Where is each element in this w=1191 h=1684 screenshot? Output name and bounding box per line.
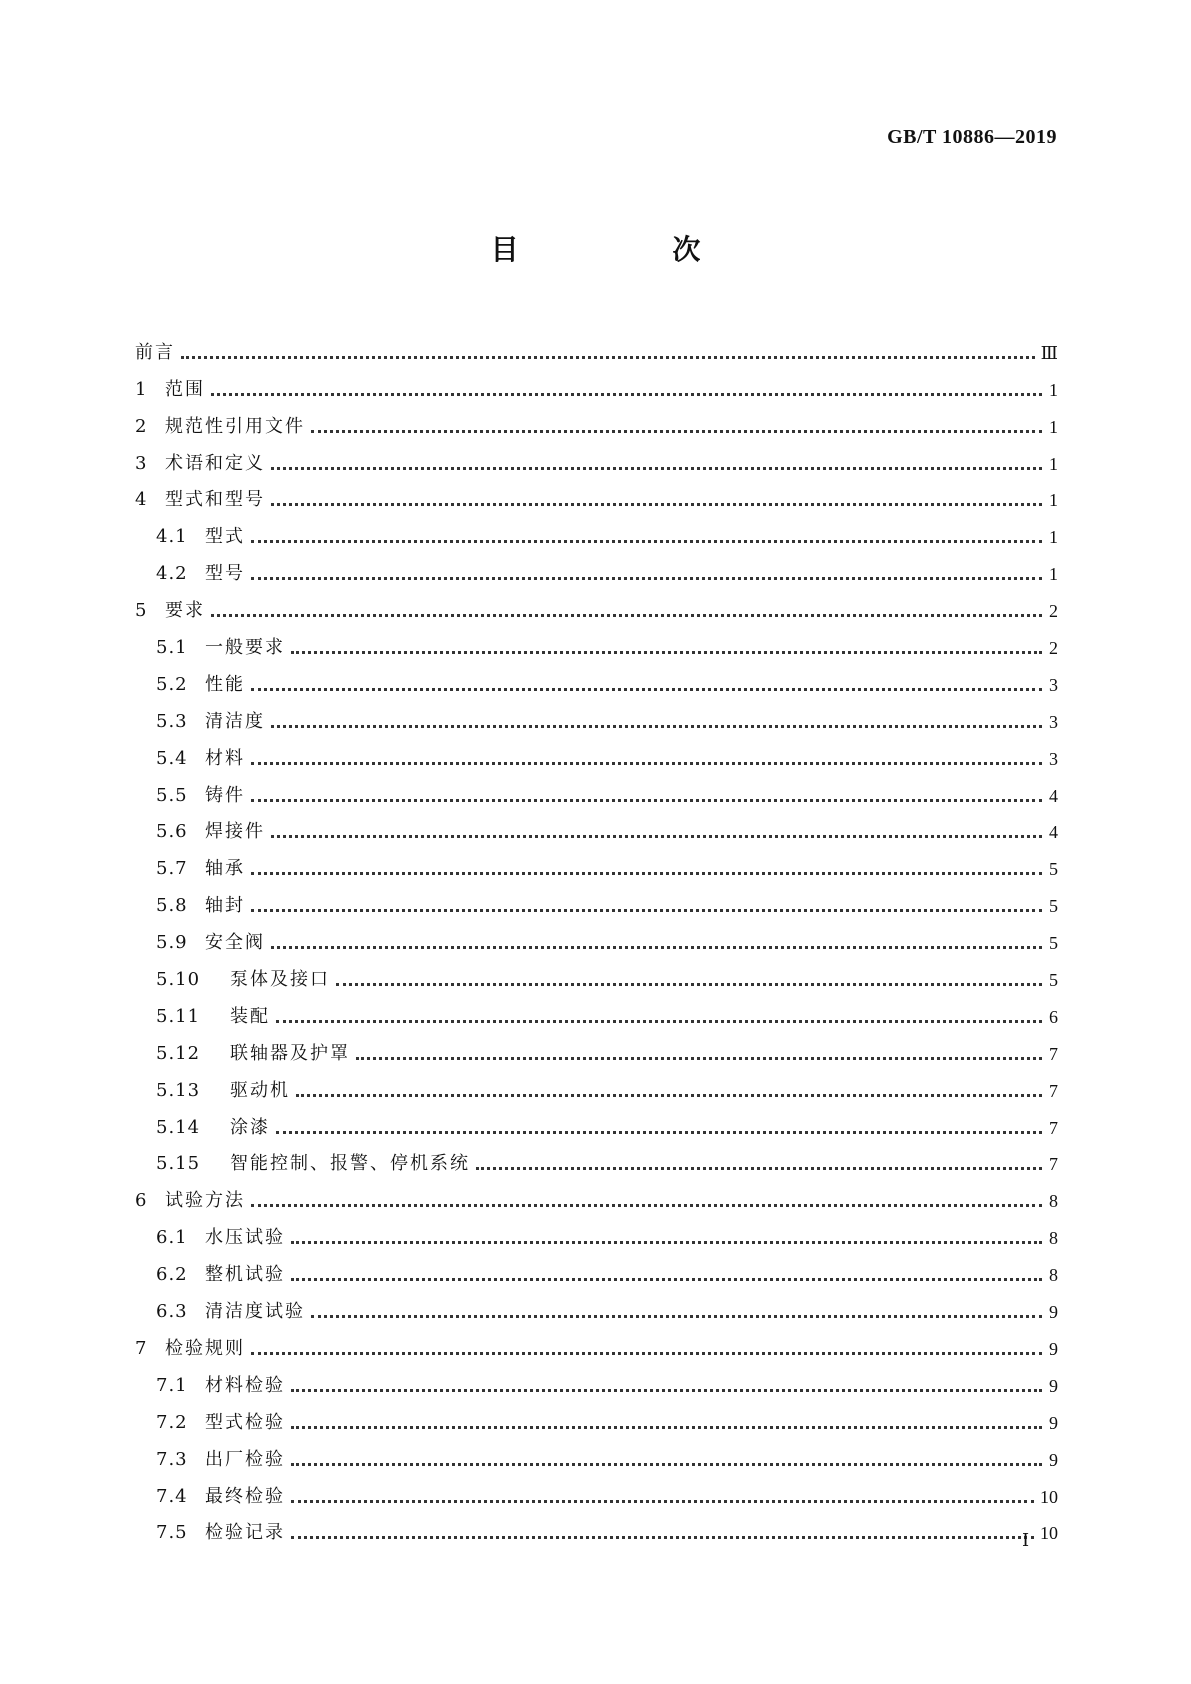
dot-leader <box>181 356 1035 359</box>
toc-entry-label: 驱动机 <box>230 1079 290 1101</box>
toc-entry[interactable] <box>135 585 1058 622</box>
toc-entry-page: 4 <box>1049 785 1058 806</box>
toc-entry-label: 性能 <box>205 673 245 695</box>
dot-leader <box>291 651 1042 654</box>
dot-leader <box>251 577 1042 580</box>
toc-entry-number: 5.6 <box>156 821 188 843</box>
dot-leader <box>251 872 1042 875</box>
toc-entry-page: 9 <box>1049 1338 1058 1359</box>
toc-entry[interactable] <box>135 880 1058 917</box>
dot-leader <box>291 1500 1034 1503</box>
toc-entry-page: 4 <box>1049 822 1058 843</box>
toc-entry[interactable] <box>135 1508 1058 1545</box>
toc-entry[interactable] <box>135 954 1058 991</box>
toc-entry-label: 涂漆 <box>230 1116 270 1138</box>
toc-entry[interactable] <box>135 1286 1058 1323</box>
toc-entry-label: 水压试验 <box>205 1227 285 1249</box>
dot-leader <box>476 1167 1042 1170</box>
dot-leader <box>276 1131 1042 1134</box>
toc-entry-label: 术语和定义 <box>165 452 265 474</box>
dot-leader <box>311 1315 1042 1318</box>
toc-entry-label: 型式检验 <box>205 1411 285 1433</box>
toc-entry-page: 1 <box>1049 490 1058 511</box>
toc-entry-label: 检验记录 <box>205 1522 285 1544</box>
toc-entry-number: 7.4 <box>156 1485 188 1507</box>
toc-entry-page: 1 <box>1049 527 1058 548</box>
toc-entry[interactable] <box>135 991 1058 1028</box>
dot-leader <box>211 393 1042 396</box>
toc-entry-number: 5.11 <box>156 1005 201 1027</box>
toc-entry-label: 前言 <box>135 341 175 363</box>
dot-leader <box>271 946 1042 949</box>
toc-entry-page: 6 <box>1049 1006 1058 1027</box>
dot-leader <box>251 1204 1042 1207</box>
table-of-contents <box>135 327 1058 1544</box>
toc-entry-label: 型式 <box>205 526 245 548</box>
dot-leader <box>271 503 1042 506</box>
toc-entry-page: 9 <box>1049 1449 1058 1470</box>
toc-entry[interactable] <box>135 1139 1058 1176</box>
toc-entry-number: 5.3 <box>156 710 188 732</box>
toc-entry-label: 试验方法 <box>165 1190 245 1212</box>
toc-entry-page: 5 <box>1049 859 1058 880</box>
toc-entry-number: 1 <box>135 378 148 400</box>
toc-entry-page: 7 <box>1049 1080 1058 1101</box>
dot-leader <box>276 1020 1042 1023</box>
toc-entry-page: 1 <box>1049 564 1058 585</box>
toc-entry-page: 5 <box>1049 933 1058 954</box>
toc-entry-number: 6.3 <box>156 1301 188 1323</box>
toc-entry[interactable] <box>135 659 1058 696</box>
dot-leader <box>271 467 1042 470</box>
toc-entry[interactable] <box>135 917 1058 954</box>
dot-leader <box>291 1426 1042 1429</box>
toc-entry-label: 联轴器及护罩 <box>230 1042 350 1064</box>
toc-entry[interactable] <box>135 364 1058 401</box>
toc-entry[interactable] <box>135 843 1058 880</box>
standard-code: GB/T 10886—2019 <box>887 126 1057 148</box>
toc-entry-label: 型号 <box>205 563 245 585</box>
toc-entry-label: 安全阀 <box>205 932 265 954</box>
dot-leader <box>271 835 1042 838</box>
toc-entry[interactable] <box>135 1102 1058 1139</box>
dot-leader <box>271 725 1042 728</box>
toc-entry[interactable] <box>135 770 1058 807</box>
toc-entry-page: 10 <box>1040 1523 1058 1544</box>
toc-entry[interactable] <box>135 1360 1058 1397</box>
toc-entry[interactable] <box>135 1249 1058 1286</box>
toc-entry[interactable] <box>135 696 1058 733</box>
toc-entry-label: 型式和型号 <box>165 489 265 511</box>
toc-entry-page: 9 <box>1049 1302 1058 1323</box>
dot-leader <box>251 762 1042 765</box>
toc-entry-page: 7 <box>1049 1043 1058 1064</box>
toc-entry-page: 2 <box>1049 601 1058 622</box>
toc-entry[interactable] <box>135 327 1058 364</box>
toc-entry-number: 4.1 <box>156 526 188 548</box>
toc-entry-page: 3 <box>1049 674 1058 695</box>
toc-entry[interactable] <box>135 733 1058 770</box>
toc-entry[interactable] <box>135 1434 1058 1471</box>
toc-entry-label: 规范性引用文件 <box>165 415 305 437</box>
dot-leader <box>251 540 1042 543</box>
toc-entry-number: 5.1 <box>156 637 188 659</box>
dot-leader <box>251 688 1042 691</box>
toc-entry-page: 1 <box>1049 379 1058 400</box>
toc-entry[interactable] <box>135 1065 1058 1102</box>
toc-entry-page: 1 <box>1049 453 1058 474</box>
toc-entry[interactable] <box>135 1471 1058 1508</box>
dot-leader <box>211 614 1042 617</box>
toc-entry-page: 10 <box>1040 1486 1058 1507</box>
toc-entry-page: 8 <box>1049 1228 1058 1249</box>
toc-entry-number: 5.4 <box>156 747 188 769</box>
toc-entry-number: 5.9 <box>156 932 188 954</box>
toc-entry-page: 7 <box>1049 1154 1058 1175</box>
toc-entry[interactable] <box>135 622 1058 659</box>
toc-entry-number: 5.8 <box>156 895 188 917</box>
toc-entry-number: 2 <box>135 415 148 437</box>
dot-leader <box>296 1094 1042 1097</box>
toc-entry-label: 轴封 <box>205 895 245 917</box>
toc-entry-number: 6.1 <box>156 1227 188 1249</box>
toc-entry-page: 8 <box>1049 1191 1058 1212</box>
toc-entry-number: 7.5 <box>156 1522 188 1544</box>
toc-entry[interactable] <box>135 401 1058 438</box>
dot-leader <box>251 799 1042 802</box>
page-title: 目 次 <box>490 233 773 266</box>
toc-entry-label: 泵体及接口 <box>230 969 330 991</box>
toc-entry-number: 7.1 <box>156 1374 188 1396</box>
toc-entry[interactable] <box>135 1028 1058 1065</box>
toc-entry-page: 7 <box>1049 1117 1058 1138</box>
toc-entry-label: 材料检验 <box>205 1374 285 1396</box>
toc-entry[interactable] <box>135 548 1058 585</box>
toc-entry-number: 5 <box>135 600 148 622</box>
dot-leader <box>291 1536 1034 1539</box>
toc-entry-page: 3 <box>1049 748 1058 769</box>
dot-leader <box>291 1389 1042 1392</box>
toc-entry-number: 5.14 <box>156 1116 201 1138</box>
toc-entry-number: 5.7 <box>156 858 188 880</box>
toc-entry-page: 1 <box>1049 416 1058 437</box>
toc-entry-number: 5.5 <box>156 784 188 806</box>
dot-leader <box>251 909 1042 912</box>
toc-entry-number: 7.2 <box>156 1411 188 1433</box>
toc-entry-label: 清洁度试验 <box>205 1301 305 1323</box>
toc-entry-label: 材料 <box>205 747 245 769</box>
toc-entry-number: 5.13 <box>156 1079 201 1101</box>
toc-entry-page: 9 <box>1049 1412 1058 1433</box>
toc-entry[interactable] <box>135 438 1058 475</box>
page-number: Ⅰ <box>1022 1530 1030 1550</box>
toc-entry-label: 整机试验 <box>205 1264 285 1286</box>
toc-entry-label: 轴承 <box>205 858 245 880</box>
toc-entry-number: 5.15 <box>156 1153 201 1175</box>
toc-entry-label: 智能控制、报警、停机系统 <box>230 1153 470 1175</box>
dot-leader <box>291 1278 1042 1281</box>
toc-entry[interactable] <box>135 475 1058 512</box>
toc-entry-page: 9 <box>1049 1375 1058 1396</box>
toc-entry-number: 5.10 <box>156 969 201 991</box>
toc-entry-page: 8 <box>1049 1265 1058 1286</box>
toc-entry-number: 6.2 <box>156 1264 188 1286</box>
toc-entry-page: 3 <box>1049 711 1058 732</box>
toc-entry-label: 出厂检验 <box>205 1448 285 1470</box>
dot-leader <box>291 1241 1042 1244</box>
toc-entry[interactable] <box>135 807 1058 844</box>
toc-entry[interactable] <box>135 1212 1058 1249</box>
toc-entry-number: 5.12 <box>156 1042 201 1064</box>
toc-entry-number: 5.2 <box>156 673 188 695</box>
toc-entry-number: 7.3 <box>156 1448 188 1470</box>
toc-entry-label: 清洁度 <box>205 710 265 732</box>
toc-entry-label: 一般要求 <box>205 637 285 659</box>
toc-entry[interactable] <box>135 1323 1058 1360</box>
toc-entry-number: 6 <box>135 1190 148 1212</box>
toc-entry-label: 范围 <box>165 378 205 400</box>
dot-leader <box>251 1352 1042 1355</box>
dot-leader <box>356 1057 1042 1060</box>
toc-entry-page: Ⅲ <box>1040 342 1058 363</box>
toc-entry-label: 要求 <box>165 600 205 622</box>
dot-leader <box>291 1463 1042 1466</box>
toc-entry-number: 4 <box>135 489 148 511</box>
toc-entry-label: 焊接件 <box>205 821 265 843</box>
toc-entry-page: 2 <box>1049 638 1058 659</box>
dot-leader <box>311 430 1042 433</box>
toc-entry[interactable] <box>135 511 1058 548</box>
toc-entry-label: 装配 <box>230 1005 270 1027</box>
toc-entry-page: 5 <box>1049 970 1058 991</box>
toc-entry-label: 检验规则 <box>165 1337 245 1359</box>
toc-entry-number: 7 <box>135 1337 148 1359</box>
toc-entry[interactable] <box>135 1397 1058 1434</box>
dot-leader <box>336 983 1042 986</box>
toc-entry-number: 3 <box>135 452 148 474</box>
toc-entry-page: 5 <box>1049 896 1058 917</box>
toc-entry-label: 铸件 <box>205 784 245 806</box>
toc-entry-label: 最终检验 <box>205 1485 285 1507</box>
toc-entry[interactable] <box>135 1175 1058 1212</box>
toc-entry-number: 4.2 <box>156 563 188 585</box>
